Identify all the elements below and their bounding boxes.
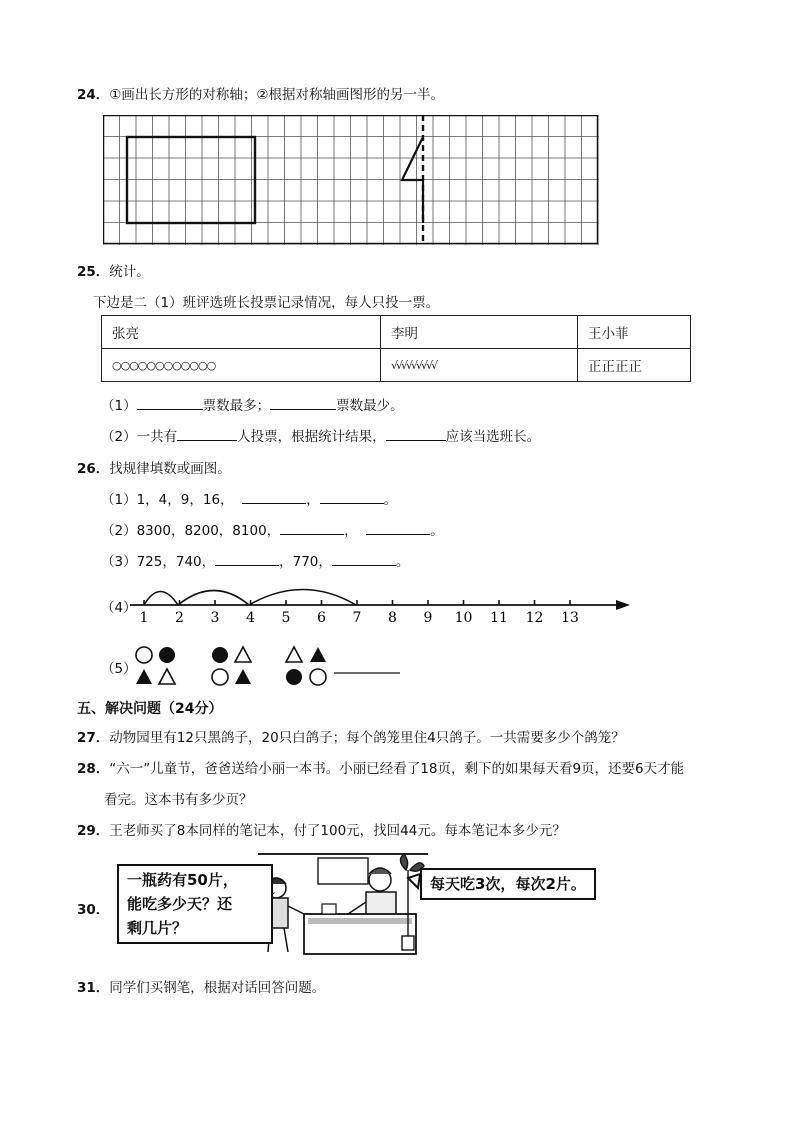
number-line — [130, 580, 640, 630]
answer-blank[interactable] — [280, 521, 344, 536]
doctor-figure — [348, 868, 396, 918]
tick-label: 5 — [281, 610, 291, 626]
q27-text: 动物园里有12只黑鸽子，20只白鸽子；每个鸽笼里住4只鸽子。一共需要多少个鸽笼？ — [109, 730, 625, 746]
q29-text: 王老师买了8本同样的笔记本，付了100元，找回44元。每本笔记本多少元？ — [109, 823, 566, 839]
answer-blank[interactable] — [386, 427, 446, 442]
q24-number: 24． — [77, 87, 110, 103]
comma: ， — [344, 523, 358, 539]
tick-label: 13 — [561, 610, 579, 626]
q26-line — [77, 457, 231, 477]
vote-table — [101, 315, 691, 382]
black-triangle-icon — [310, 647, 326, 662]
name-cell-2: 李明 — [381, 316, 578, 349]
q25-intro: 下边是二（1）班评选班长投票记录情况，每人只投一票。 — [93, 295, 440, 311]
q25-line — [77, 260, 150, 280]
bubble-line: 剩几片？ — [127, 919, 188, 937]
mark-cell-2: √√√√√√√√√ — [381, 349, 578, 382]
black-circle-icon — [159, 647, 175, 663]
tick-label: 6 — [317, 610, 326, 626]
mark-cell-3: 正正正正 — [578, 349, 691, 382]
jump-arc — [178, 591, 249, 606]
answer-blank[interactable] — [366, 521, 430, 536]
mark-cell-1: ○○○○○○○○○○○○ — [102, 349, 381, 382]
s2-text: （2）8300，8200，8100， — [101, 523, 281, 539]
q24-line — [77, 83, 444, 103]
period: 。 — [430, 523, 444, 539]
q24-text: ①画出长方形的对称轴；②根据对称轴画图形的另一半。 — [109, 87, 445, 103]
sub1-text-c: 票数最少。 — [336, 398, 404, 414]
q29-line — [77, 819, 566, 839]
jump-arc — [249, 590, 356, 606]
q26-sub3 — [101, 550, 409, 570]
speech-bubble-doctor: 每天吃3次，每次2片。 — [420, 868, 596, 900]
black-triangle-icon — [235, 669, 251, 684]
q31-number: 31． — [77, 980, 110, 996]
sub2-text-c: 应该当选班长。 — [445, 429, 541, 445]
q26-sub1 — [101, 488, 397, 508]
black-circle-icon — [212, 647, 228, 663]
answer-blank[interactable] — [242, 490, 306, 505]
s4-label: （4） — [101, 600, 137, 616]
q31-text: 同学们买钢笔，根据对话回答问题。 — [109, 980, 326, 996]
q28-line2: 看完。这本书有多少页？ — [104, 792, 253, 808]
tick-label: 8 — [388, 610, 397, 626]
q28-number: 28． — [77, 761, 110, 777]
speech-bubble-patient — [117, 864, 273, 944]
q31-line — [77, 976, 325, 996]
q25-sub2 — [101, 425, 540, 445]
q26-number: 26． — [77, 461, 110, 477]
section-title: 五、解决问题（24分） — [77, 701, 223, 717]
tick-label: 1 — [139, 610, 149, 626]
q26-title: 找规律填数或画图。 — [109, 461, 231, 477]
period: 。 — [395, 554, 410, 570]
q25-sub1 — [101, 394, 404, 414]
white-circle-icon — [310, 669, 326, 685]
s3-text-b: ，770， — [279, 554, 332, 570]
sub1-label: （1） — [101, 398, 137, 414]
q27-number: 27． — [77, 730, 110, 746]
sub1-text-b: 票数最多； — [202, 398, 271, 414]
tick-label: 3 — [210, 610, 220, 626]
tick-label: 10 — [454, 610, 473, 626]
answer-blank[interactable] — [177, 427, 237, 442]
answer-blank[interactable] — [320, 490, 384, 505]
white-triangle-icon — [235, 647, 251, 662]
q27-line — [77, 726, 625, 746]
white-triangle-icon — [286, 647, 302, 662]
white-circle-icon — [212, 669, 228, 685]
tick-label: 7 — [352, 610, 362, 626]
comma: ， — [306, 492, 320, 508]
q26-sub2 — [101, 519, 444, 539]
tick-label: 9 — [423, 610, 433, 626]
period: 。 — [383, 492, 398, 508]
black-triangle-icon — [136, 669, 152, 684]
white-circle-icon — [136, 647, 152, 663]
white-triangle-icon — [159, 669, 175, 684]
q28-text-1: “六一”儿童节，爸爸送给小丽一本书。小丽已经看了18页，剩下的如果每天看9页，还要6天才能 — [109, 761, 685, 777]
s1-text: （1）1，4，9，16， — [101, 492, 234, 508]
answer-blank[interactable] — [332, 552, 396, 567]
tick-label: 2 — [175, 610, 184, 626]
black-circle-icon — [286, 669, 302, 685]
tick-label: 12 — [525, 610, 544, 626]
shape-pattern — [134, 644, 404, 690]
answer-blank[interactable] — [215, 552, 279, 567]
table-row — [102, 316, 691, 349]
wall-picture — [318, 858, 368, 884]
q28-line1 — [77, 757, 684, 777]
name-cell-3: 王小菲 — [578, 316, 691, 349]
q30-number: 30． — [77, 902, 110, 918]
bubble-line: 一瓶药有50片， — [127, 871, 238, 889]
answer-blank[interactable] — [137, 396, 203, 411]
q29-number: 29． — [77, 823, 110, 839]
sub2-text-b: 人投票，根据统计结果， — [237, 429, 386, 445]
arrow-head-icon — [616, 600, 630, 610]
name-cell-1: 张亮 — [102, 316, 381, 349]
tick-label: 4 — [246, 610, 255, 626]
sub2-text-a: （2）一共有 — [101, 429, 178, 445]
symmetry-grid — [103, 115, 599, 245]
rectangle-shape — [127, 137, 255, 223]
s5-label: （5） — [101, 661, 137, 677]
s3-text-a: （3）725，740， — [101, 554, 216, 570]
q25-title: 统计。 — [109, 264, 150, 280]
tick-label: 11 — [490, 610, 508, 626]
answer-blank[interactable] — [270, 396, 336, 411]
bubble-line: 能吃多少天？还 — [127, 895, 233, 913]
table-row — [102, 349, 691, 382]
half-figure — [402, 137, 423, 223]
jump-arc — [144, 592, 178, 606]
q25-number: 25． — [77, 264, 110, 280]
